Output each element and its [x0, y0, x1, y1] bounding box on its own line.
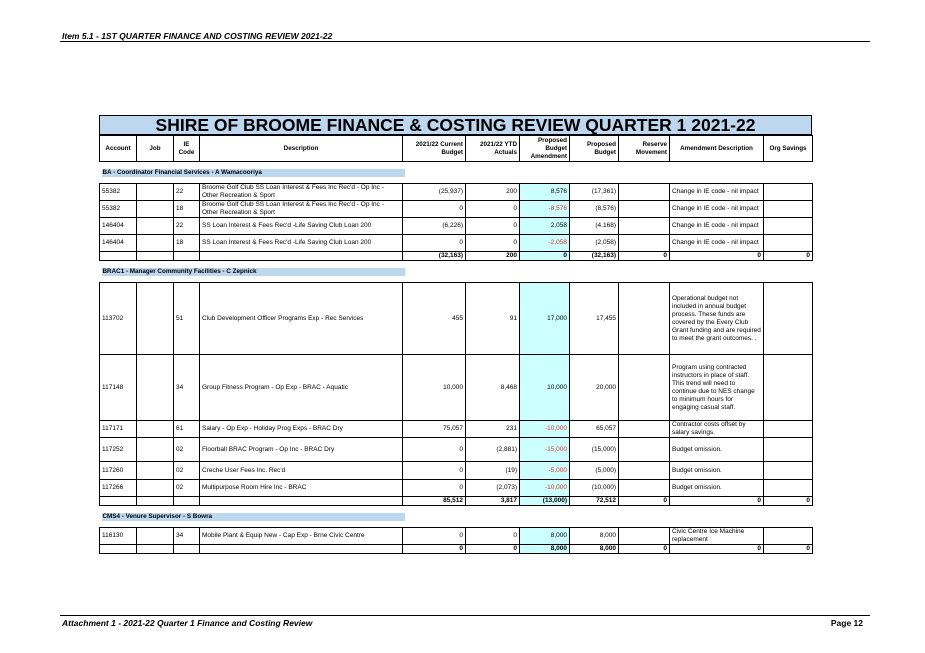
section-label: BRAC1 - Manager Community Facilities - C Zepnick — [102, 268, 405, 276]
section-label: BA - Coordinator Financial Services - A Wamacooriya — [102, 169, 405, 177]
column-header-row — [100, 136, 813, 162]
cell-res — [619, 462, 670, 480]
cell-job — [137, 462, 174, 480]
cell-org — [764, 528, 813, 545]
cell-account: 117266 — [100, 480, 137, 497]
total-blank — [174, 252, 200, 261]
total-amend: 0 — [520, 252, 570, 261]
cell-res — [619, 201, 670, 218]
cell-prop: (2,058) — [570, 235, 619, 252]
cell-cur: 0 — [403, 480, 466, 497]
cell-ytd: 0 — [466, 218, 520, 235]
section-header-cell — [100, 266, 813, 277]
total-res: 0 — [619, 252, 670, 261]
cell-adesc: Civic Centre Ice Machine replacement — [670, 528, 764, 545]
cell-adesc: Change in IE code - nil impact — [670, 218, 764, 235]
cell-adesc: Budget omission. — [670, 462, 764, 480]
cell-desc: Salary - Op Exp - Holiday Prog Exps - BRAC Dry — [200, 421, 403, 438]
total-amend: 8,000 — [520, 545, 570, 554]
cell-ie: 18 — [174, 235, 200, 252]
cell-res — [619, 218, 670, 235]
cell-ie: 18 — [174, 201, 200, 218]
table-row — [100, 462, 813, 480]
cell-job — [137, 283, 174, 355]
cell-amend: 8,576 — [520, 184, 570, 201]
cell-prop: 65,057 — [570, 421, 619, 438]
cell-ie: 02 — [174, 438, 200, 462]
total-amend: (13,000) — [520, 497, 570, 506]
cell-desc: Floorball BRAC Program - Op Inc - BRAC Dry — [200, 438, 403, 462]
cell-prop: (4,168) — [570, 218, 619, 235]
cell-account: 117148 — [100, 355, 137, 421]
total-blank — [137, 497, 174, 506]
cell-cur: 0 — [403, 235, 466, 252]
cell-res — [619, 355, 670, 421]
total-prop: (32,163) — [570, 252, 619, 261]
cell-job — [137, 480, 174, 497]
table-row — [100, 438, 813, 462]
cell-org — [764, 201, 813, 218]
total-res: 0 — [619, 497, 670, 506]
cell-account: 55382 — [100, 201, 137, 218]
total-cur: (32,163) — [403, 252, 466, 261]
table-row — [100, 218, 813, 235]
total-blank — [137, 252, 174, 261]
total-adesc: 0 — [670, 497, 764, 506]
cell-ie: 22 — [174, 218, 200, 235]
cell-org — [764, 355, 813, 421]
cell-job — [137, 218, 174, 235]
cell-org — [764, 184, 813, 201]
total-org: 0 — [764, 252, 813, 261]
page-footer: Attachment 1 - 2021-22 Quarter 1 Finance and Costing Review — [62, 618, 313, 628]
cell-account: 55382 — [100, 184, 137, 201]
total-blank — [100, 497, 137, 506]
total-row — [100, 252, 813, 261]
col-job: Job — [137, 136, 174, 162]
page-number: Page 12 — [830, 618, 863, 628]
cell-account: 116130 — [100, 528, 137, 545]
total-ytd: 200 — [466, 252, 520, 261]
cell-amend: 2,058 — [520, 218, 570, 235]
cell-amend: 17,000 — [520, 283, 570, 355]
cell-res — [619, 438, 670, 462]
finance-table — [99, 135, 813, 554]
cell-ie: 02 — [174, 480, 200, 497]
cell-job — [137, 421, 174, 438]
cell-res — [619, 283, 670, 355]
cell-org — [764, 421, 813, 438]
cell-ytd: 0 — [466, 528, 520, 545]
total-org: 0 — [764, 545, 813, 554]
cell-adesc: Program using contracted instructors in place of staff. This trend will need to continue due to NES change to minimum hours for engaging casual staff. — [670, 355, 764, 421]
cell-desc: Club Development Officer Programs Exp - Rec Services — [200, 283, 403, 355]
cell-adesc: Change in IE code - nil impact — [670, 184, 764, 201]
section-header-cell — [100, 511, 813, 522]
cell-ytd: 200 — [466, 184, 520, 201]
cell-desc: SS Loan Interest & Fees Rec'd -Life Saving Club Loan 200 — [200, 218, 403, 235]
cell-adesc: Budget omission. — [670, 480, 764, 497]
col-current-budget: 2021/22 Current Budget — [403, 136, 466, 162]
table-row — [100, 355, 813, 421]
section-header-row — [100, 167, 813, 178]
cell-org — [764, 218, 813, 235]
table-row — [100, 184, 813, 201]
cell-ie: 02 — [174, 462, 200, 480]
cell-job — [137, 184, 174, 201]
cell-account: 113702 — [100, 283, 137, 355]
col-amendment-description: Amendment Description — [670, 136, 764, 162]
cell-cur: 0 — [403, 438, 466, 462]
cell-ytd: 231 — [466, 421, 520, 438]
cell-ie: 61 — [174, 421, 200, 438]
cell-amend: -15,000 — [520, 438, 570, 462]
table-row — [100, 235, 813, 252]
cell-res — [619, 421, 670, 438]
cell-res — [619, 528, 670, 545]
cell-account: 117171 — [100, 421, 137, 438]
section-header-row — [100, 511, 813, 522]
cell-ytd: (2,881) — [466, 438, 520, 462]
cell-ytd: (2,073) — [466, 480, 520, 497]
cell-amend: -8,576 — [520, 201, 570, 218]
cell-cur: 75,057 — [403, 421, 466, 438]
cell-org — [764, 283, 813, 355]
cell-cur: 455 — [403, 283, 466, 355]
total-prop: 72,512 — [570, 497, 619, 506]
cell-ytd: 91 — [466, 283, 520, 355]
table-row — [100, 528, 813, 545]
cell-ytd: (19) — [466, 462, 520, 480]
cell-desc: Broome Golf Club SS Loan Interest & Fees Inc Rec'd - Op Inc - Other Recreation & Sport — [200, 184, 403, 201]
cell-res — [619, 235, 670, 252]
total-cur: 85,512 — [403, 497, 466, 506]
col-reserve-movement: Reserve Movement — [619, 136, 670, 162]
cell-ie: 22 — [174, 184, 200, 201]
cell-org — [764, 438, 813, 462]
table-row — [100, 283, 813, 355]
footer-rule — [60, 615, 870, 616]
cell-adesc: Operational budget not included in annual budget process. These funds are covered by the Every Club Grant funding and are required to meet the grant outcomes. . — [670, 283, 764, 355]
table-row — [100, 421, 813, 438]
cell-prop: 8,000 — [570, 528, 619, 545]
total-cur: 0 — [403, 545, 466, 554]
total-blank — [200, 252, 403, 261]
cell-res — [619, 184, 670, 201]
table-row — [100, 201, 813, 218]
cell-ie: 34 — [174, 355, 200, 421]
cell-prop: 20,000 — [570, 355, 619, 421]
total-blank — [174, 545, 200, 554]
total-prop: 8,000 — [570, 545, 619, 554]
cell-amend: -10,000 — [520, 480, 570, 497]
page-header: Item 5.1 - 1ST QUARTER FINANCE AND COSTING REVIEW 2021-22 — [62, 31, 333, 41]
section-label: CMS4 - Venure Supervisor - S Bowra — [102, 513, 405, 521]
cell-account: 117252 — [100, 438, 137, 462]
total-adesc: 0 — [670, 545, 764, 554]
cell-account: 117260 — [100, 462, 137, 480]
cell-prop: (17,361) — [570, 184, 619, 201]
cell-cur: 0 — [403, 528, 466, 545]
section-header-row — [100, 266, 813, 277]
cell-org — [764, 480, 813, 497]
total-blank — [100, 545, 137, 554]
cell-ie: 34 — [174, 528, 200, 545]
total-blank — [100, 252, 137, 261]
cell-desc: Broome Golf Club SS Loan Interest & Fees Inc Rec'd - Op Inc - Other Recreation & Sport — [200, 201, 403, 218]
cell-prop: (10,000) — [570, 480, 619, 497]
col-proposed-amendment: Proposed Budget Amendment — [520, 136, 570, 162]
total-blank — [200, 545, 403, 554]
cell-desc: Multipurpose Room Hire Inc - BRAC — [200, 480, 403, 497]
cell-amend: -5,000 — [520, 462, 570, 480]
cell-amend: -2,058 — [520, 235, 570, 252]
cell-ytd: 0 — [466, 235, 520, 252]
section-header-cell — [100, 167, 813, 178]
cell-desc: Group Fitness Program - Op Exp - BRAC - Aquatic — [200, 355, 403, 421]
col-account: Account — [100, 136, 137, 162]
header-rule — [60, 41, 870, 42]
col-ie-code: IE Code — [174, 136, 200, 162]
table-row — [100, 480, 813, 497]
cell-prop: 17,455 — [570, 283, 619, 355]
total-blank — [174, 497, 200, 506]
cell-res — [619, 480, 670, 497]
total-row — [100, 497, 813, 506]
cell-desc: Creche User Fees Inc. Rec'd — [200, 462, 403, 480]
total-ytd: 0 — [466, 545, 520, 554]
cell-prop: (15,000) — [570, 438, 619, 462]
cell-amend: 10,000 — [520, 355, 570, 421]
cell-adesc: Change in IE code - nil impact — [670, 235, 764, 252]
cell-cur: 0 — [403, 462, 466, 480]
cell-account: 146404 — [100, 218, 137, 235]
cell-cur: 10,000 — [403, 355, 466, 421]
cell-cur: 0 — [403, 201, 466, 218]
col-ytd-actuals: 2021/22 YTD Actuals — [466, 136, 520, 162]
cell-job — [137, 438, 174, 462]
cell-adesc: Change in IE code - nil impact — [670, 201, 764, 218]
col-description: Description — [200, 136, 403, 162]
total-ytd: 3,817 — [466, 497, 520, 506]
total-org: 0 — [764, 497, 813, 506]
cell-ytd: 8,468 — [466, 355, 520, 421]
total-res: 0 — [619, 545, 670, 554]
col-proposed-budget: Proposed Budget — [570, 136, 619, 162]
cell-ie: 51 — [174, 283, 200, 355]
total-blank — [200, 497, 403, 506]
cell-prop: (5,000) — [570, 462, 619, 480]
cell-amend: 8,000 — [520, 528, 570, 545]
cell-adesc: Budget omission. — [670, 438, 764, 462]
cell-amend: -10,000 — [520, 421, 570, 438]
total-adesc: 0 — [670, 252, 764, 261]
total-row — [100, 545, 813, 554]
cell-job — [137, 355, 174, 421]
cell-prop: (8,576) — [570, 201, 619, 218]
cell-adesc: Contractor costs offset by salary savings. — [670, 421, 764, 438]
cell-org — [764, 462, 813, 480]
cell-job — [137, 528, 174, 545]
cell-org — [764, 235, 813, 252]
report-title: SHIRE OF BROOME FINANCE & COSTING REVIEW QUARTER 1 2021-22 — [99, 115, 812, 135]
cell-cur: (6,226) — [403, 218, 466, 235]
cell-desc: Mobile Plant & Equip New - Cap Exp - Brne Civic Centre — [200, 528, 403, 545]
cell-desc: SS Loan Interest & Fees Rec'd -Life Saving Club Loan 200 — [200, 235, 403, 252]
cell-account: 146404 — [100, 235, 137, 252]
cell-ytd: 0 — [466, 201, 520, 218]
cell-job — [137, 201, 174, 218]
total-blank — [137, 545, 174, 554]
cell-job — [137, 235, 174, 252]
col-org-savings: Org Savings — [764, 136, 813, 162]
cell-cur: (25,937) — [403, 184, 466, 201]
